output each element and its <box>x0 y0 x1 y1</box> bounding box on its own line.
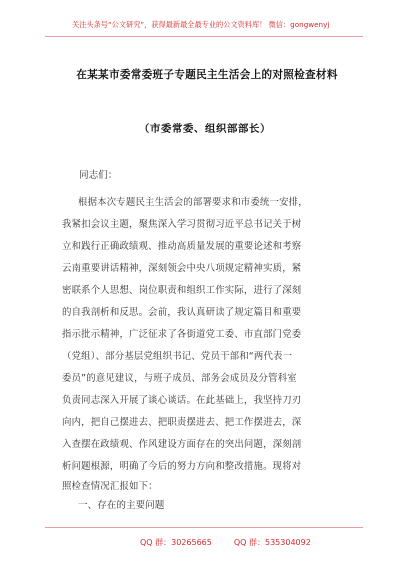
body-line: 指示批示精神，广泛征求了各街道党工委、市直部门党委 <box>62 329 302 340</box>
document-title: 在某某市委常委班子专题民主生活会上的对照检查材料 <box>76 69 338 81</box>
body-line: 根据本次专题民主生活会的部署要求和市委统一安排， <box>78 197 308 208</box>
body-line: 照检查情况汇报如下： <box>62 481 158 492</box>
header-divider <box>45 36 363 37</box>
body-line: 向内，把自己摆进去、把职责摆进去、把工作摆进去，深 <box>62 417 302 428</box>
footer-divider <box>45 527 363 528</box>
footer-contact <box>140 537 311 548</box>
greeting: 同志们： <box>79 170 118 181</box>
body-line: 云南重要讲话精神，深刻领会中央八项规定精神实质，紧 <box>62 263 302 274</box>
section-heading: 一、存在的主要问题 <box>78 500 165 511</box>
body-line: 入查摆在政绩观、作风建设方面存在的突出问题，深刻剖 <box>62 439 302 450</box>
body-line: 负责同志深入开展了谈心谈话。在此基础上，我坚持刀刃 <box>62 395 302 406</box>
body-line: （党组）、部分基层党组织书记、党员干部和“两代表一 <box>62 351 293 362</box>
body-line: 委员”的意见建议，与班子成员、部务会成员及分管科室 <box>62 373 297 384</box>
body-line: 立和践行正确政绩观、推动高质量发展的重要论述和考察 <box>62 241 302 252</box>
body-line: 的自我剖析和反思。会前，我认真研读了规定篇目和重要 <box>62 307 302 318</box>
document-subtitle: （市委常委、组织部部长） <box>139 123 271 135</box>
header-banner: 关注头条号“公文研究”，获得最新最全最专业的公文资料库！ 微信：gongwenyj <box>72 20 330 29</box>
footer-qq-group-2: QQ 群：535304092 <box>233 538 311 547</box>
body-line: 我紧扣会议主题，聚焦深入学习贯彻习近平总书记关于树 <box>62 219 302 230</box>
footer-qq-group-1: QQ 群：30265665 <box>140 538 212 547</box>
body-line: 密联系个人思想、岗位职责和组织工作实际，进行了深刻 <box>62 285 302 296</box>
body-line: 析问题根源，明确了今后的努力方向和整改措施。现将对 <box>62 461 302 472</box>
